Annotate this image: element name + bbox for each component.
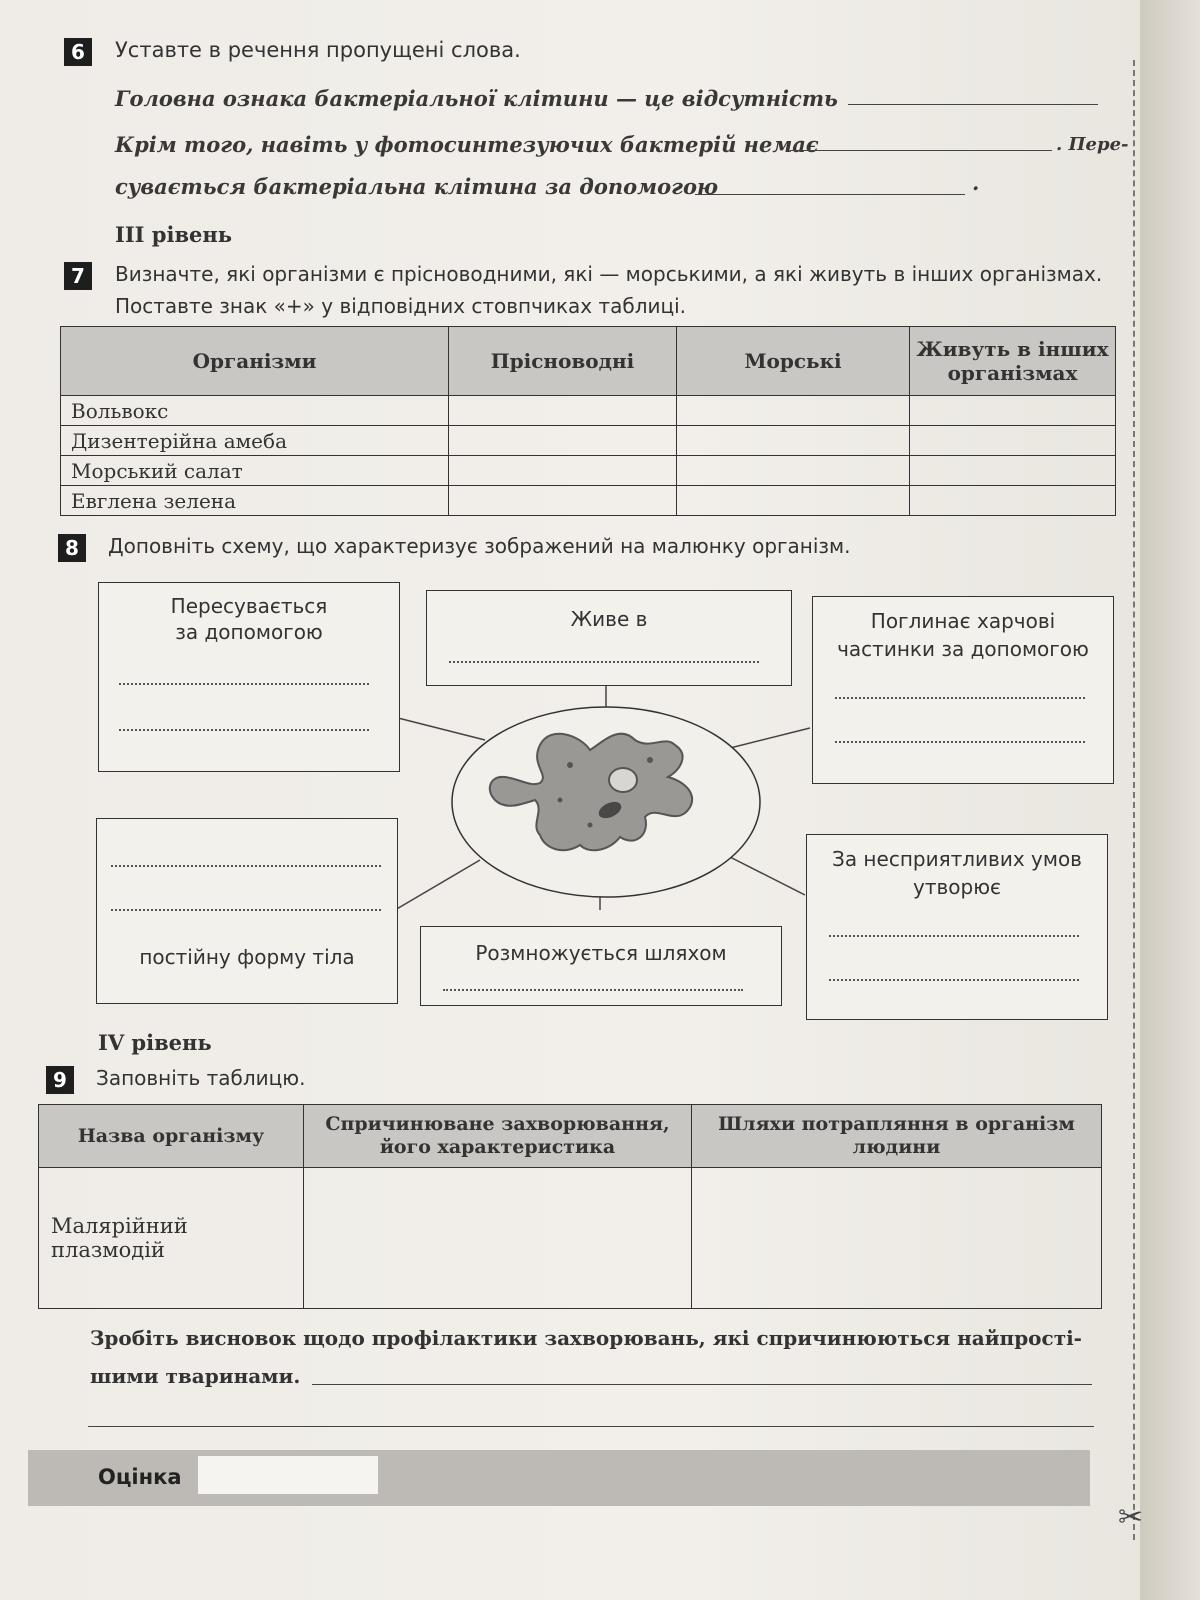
- task-8-number: 8: [58, 534, 86, 562]
- dotted-answer[interactable]: [443, 989, 743, 991]
- grade-input[interactable]: [198, 1456, 378, 1494]
- box-feeding: [812, 596, 1114, 784]
- task-6-end-dot: .: [972, 170, 980, 195]
- task-6-instruction: Уставте в речення пропущені слова.: [115, 38, 521, 62]
- task-6-sentence-3: сувається бактеріальна клітина за допомогою: [115, 174, 719, 199]
- task-8-instruction: Доповніть схему, що характеризує зображений на малюнку організм.: [108, 534, 851, 558]
- cell-disease[interactable]: [304, 1168, 692, 1309]
- task-7-number: 7: [64, 262, 92, 290]
- col-header-disease: Спричинюване захворювання, його характеристика: [304, 1105, 692, 1168]
- dotted-answer[interactable]: [449, 661, 759, 663]
- box-movement: [98, 582, 400, 772]
- level-4-heading: IV рівень: [98, 1030, 212, 1055]
- table-row: [39, 1168, 1102, 1309]
- level-3-heading: III рівень: [115, 222, 233, 247]
- task-7-instruction-2: Поставте знак «+» у відповідних стовпчиках таблиці.: [115, 294, 687, 318]
- scissors-icon: ✂: [1118, 1500, 1144, 1535]
- box-body-shape: [96, 818, 398, 1004]
- dotted-answer[interactable]: [119, 683, 369, 685]
- task-9-table: [38, 1104, 1102, 1309]
- grade-bar: [28, 1450, 1090, 1506]
- box-movement-line-2: за допомогою: [175, 620, 323, 644]
- col-header-organisms: Організми: [61, 327, 449, 396]
- row-organism: Дизентерійна амеба: [61, 426, 449, 456]
- cut-line: [1133, 60, 1135, 1540]
- box-cyst: [806, 834, 1108, 1020]
- col-header-parasitic: Живуть в інших організмах: [910, 327, 1116, 396]
- col-header-freshwater: Прісноводні: [449, 327, 677, 396]
- box-feeding-line-2: частинки за допомогою: [837, 637, 1089, 661]
- dotted-answer[interactable]: [835, 741, 1085, 743]
- cell-transmission[interactable]: [692, 1168, 1102, 1309]
- conclusion-answer-line-1[interactable]: [312, 1384, 1092, 1385]
- dotted-answer[interactable]: [835, 697, 1085, 699]
- row-organism: Евглена зелена: [61, 486, 449, 516]
- dotted-answer[interactable]: [111, 909, 381, 911]
- conclusion-line-1: Зробіть висновок щодо профілактики захворювань, які спричинюються найпрості-: [90, 1326, 1082, 1350]
- amoeba-illustration: [450, 705, 762, 899]
- task-6-sentence-1: Головна ознака бактеріальної клітини — це відсутність: [115, 86, 838, 111]
- conclusion-line-2: шими тваринами.: [90, 1364, 301, 1388]
- task-9-instruction: Заповніть таблицю.: [96, 1066, 306, 1090]
- col-header-transmission: Шляхи потрапляння в організм людини: [692, 1105, 1102, 1168]
- box-feeding-line-1: Поглинає харчові: [870, 609, 1056, 633]
- task-6-number: 6: [64, 38, 92, 66]
- box-movement-line-1: Пересувається: [170, 594, 328, 618]
- row-organism: Вольвокс: [61, 396, 449, 426]
- grade-label: Оцінка: [98, 1465, 182, 1489]
- row-organism: Морський салат: [61, 456, 449, 486]
- dotted-answer[interactable]: [119, 729, 369, 731]
- task-6-sentence-2-tail: . Пере-: [1056, 134, 1129, 155]
- col-header-marine: Морські: [677, 327, 910, 396]
- box-habitat-label: Живе в: [570, 607, 648, 631]
- col-header-organism-name: Назва організму: [39, 1105, 304, 1168]
- next-page-edge: [1140, 0, 1200, 1600]
- dotted-answer[interactable]: [111, 865, 381, 867]
- box-reproduction-label: Розмножується шляхом: [475, 941, 727, 965]
- box-reproduction: [420, 926, 782, 1006]
- dotted-answer[interactable]: [829, 935, 1079, 937]
- task-7-instruction-1: Визначте, які організми є прісноводними, які — морськими, а які живуть в інших організмах.: [115, 262, 1103, 286]
- box-cyst-line-1: За несприятливих умов: [832, 847, 1082, 871]
- box-body-shape-label: постійну форму тіла: [139, 945, 355, 969]
- conclusion-answer-line-2[interactable]: [88, 1426, 1094, 1427]
- task-9-number: 9: [46, 1066, 74, 1094]
- dotted-answer[interactable]: [829, 979, 1079, 981]
- row-organism-name: Малярійний плазмодій: [39, 1168, 304, 1309]
- box-cyst-line-2: утворює: [912, 875, 1002, 899]
- table-header-row: [39, 1105, 1102, 1168]
- box-habitat: [426, 590, 792, 686]
- task-6-sentence-2: Крім того, навіть у фотосинтезуючих бактерій немає: [115, 132, 819, 157]
